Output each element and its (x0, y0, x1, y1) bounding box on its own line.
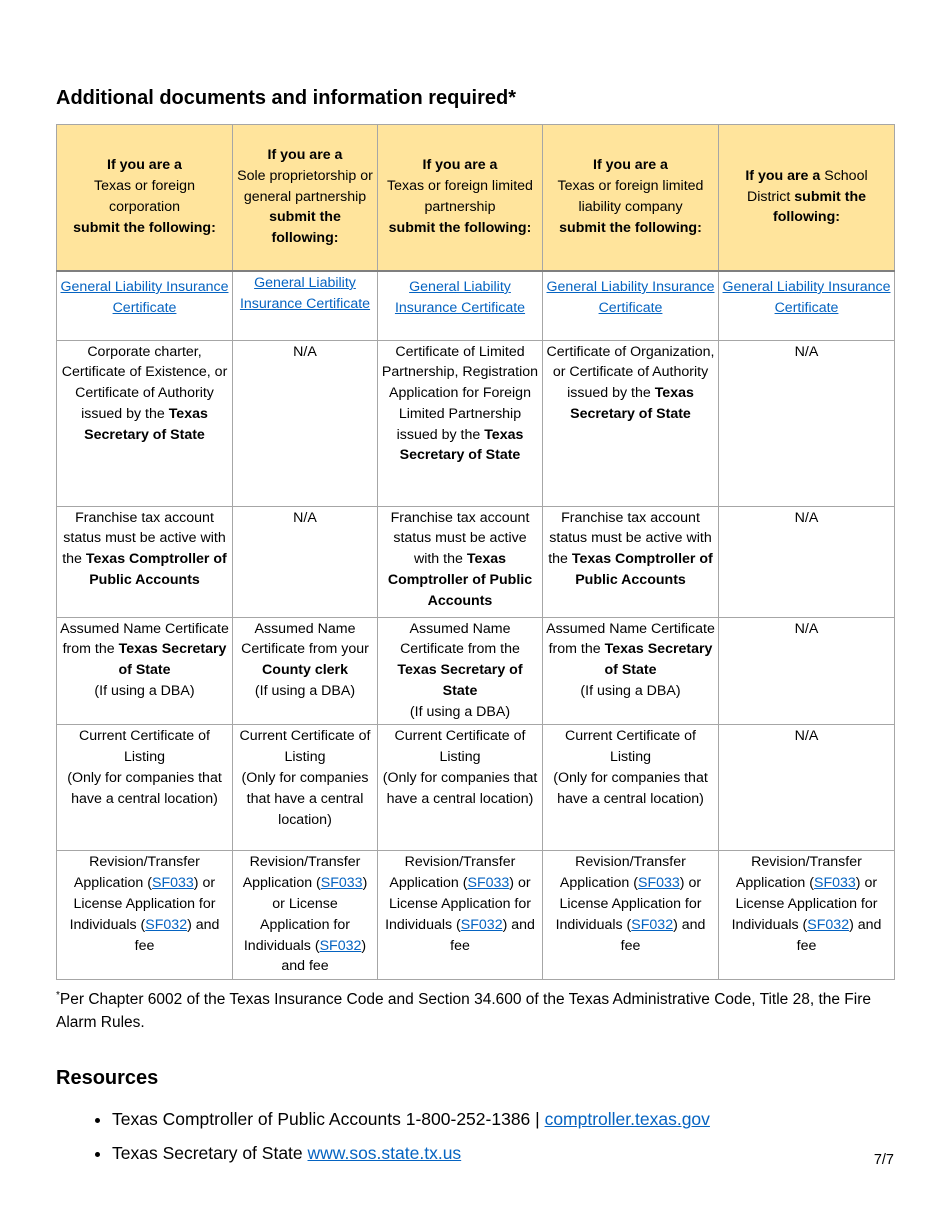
table-row (57, 851, 895, 980)
sf032-link[interactable]: SF032 (631, 916, 674, 933)
sos-link[interactable]: www.sos.state.tx.us (307, 1143, 462, 1164)
table-cell: Current Certificate of Listing (Only for companies that have a central location) (233, 725, 378, 851)
header-school-district: If you are a School District submit the following: (719, 125, 895, 272)
section-title: Additional documents and information required* (56, 87, 517, 109)
general-liability-link[interactable]: General Liability Insurance Certificate (394, 279, 526, 316)
table-cell: Assumed Name Certificate from your County clerk (If using a DBA) (233, 617, 378, 725)
table-cell: Certificate of Limited Partnership, Registration Application for Foreign Limited Partnership issued by the Texas Secretary of State (378, 340, 543, 506)
table-cell: Assumed Name Certificate from the Texas Secretary of State (If using a DBA) (378, 617, 543, 725)
table-cell: Current Certificate of Listing (Only for companies that have a central location) (57, 725, 233, 851)
header-limited-partnership: If you are a Texas or foreign limited partnership submit the following: (378, 125, 543, 272)
table-row (57, 617, 895, 725)
table-cell: Certificate of Organization, or Certificate of Authority issued by the Texas Secretary of State (543, 340, 719, 506)
table-cell: N/A (233, 506, 378, 617)
page-number: 7/7 (873, 1152, 894, 1168)
table-row (57, 506, 895, 617)
table-cell: N/A (719, 340, 895, 506)
table-cell: Assumed Name Certificate from the Texas Secretary of State (If using a DBA) (57, 617, 233, 725)
table-cell: Assumed Name Certificate from the Texas Secretary of State (If using a DBA) (543, 617, 719, 725)
header-row (57, 125, 895, 272)
resources-heading: Resources (56, 1067, 159, 1090)
table-cell: Revision/Transfer Application (SF033) or License Application for Individuals (SF032) and fee (719, 851, 895, 980)
general-liability-link[interactable]: General Liability Insurance Certificate (239, 275, 371, 312)
table-cell (233, 271, 378, 340)
table-row (57, 725, 895, 851)
sf033-link[interactable]: SF033 (637, 875, 680, 892)
table-cell: Revision/Transfer Application (SF033) or License Application for Individuals (SF032) and fee (543, 851, 719, 980)
table-cell: Revision/Transfer Application (SF033) or License Application for Individuals (SF032) and fee (233, 851, 378, 980)
header-corporation: If you are a Texas or foreign corporation submit the following: (57, 125, 233, 272)
sf033-link[interactable]: SF033 (151, 875, 194, 892)
table-cell (719, 271, 895, 340)
document-page (56, 84, 894, 1170)
resources-list (56, 1102, 894, 1170)
table-cell: Revision/Transfer Application (SF033) or License Application for Individuals (SF032) and fee (378, 851, 543, 980)
list-item: • Texas Comptroller of Public Accounts 1-800-252-1386 | comptroller.texas.gov (112, 1102, 894, 1136)
sf032-link[interactable]: SF032 (807, 916, 850, 933)
header-sole-proprietorship: If you are a Sole proprietorship or general partnership submit the following: (233, 125, 378, 272)
table-cell: Revision/Transfer Application (SF033) or License Application for Individuals (SF032) and fee (57, 851, 233, 980)
table-cell (57, 271, 233, 340)
table-cell: N/A (233, 340, 378, 506)
table-cell (378, 271, 543, 340)
table-row (57, 340, 895, 506)
sf033-link[interactable]: SF033 (320, 875, 363, 892)
table-cell: Franchise tax account status must be active with the Texas Comptroller of Public Accounts (543, 506, 719, 617)
footnote: *Per Chapter 6002 of the Texas Insurance Code and Section 34.600 of the Texas Administrative Code, Title 28, the Fire Alarm Rules. (56, 990, 871, 1032)
sf033-link[interactable]: SF033 (467, 875, 510, 892)
table-cell (543, 271, 719, 340)
requirements-table (56, 124, 895, 980)
table-cell: Corporate charter, Certificate of Existence, or Certificate of Authority issued by the Texas Secretary of State (57, 340, 233, 506)
table-cell: N/A (719, 617, 895, 725)
general-liability-link[interactable]: General Liability Insurance Certificate (546, 279, 715, 316)
sf032-link[interactable]: SF032 (319, 937, 362, 954)
table-cell: N/A (719, 725, 895, 851)
header-llc: If you are a Texas or foreign limited liability company submit the following: (543, 125, 719, 272)
general-liability-link[interactable]: General Liability Insurance Certificate (60, 279, 229, 316)
table-cell: N/A (719, 506, 895, 617)
sf032-link[interactable]: SF032 (460, 916, 503, 933)
table-row (57, 271, 895, 340)
table-cell: Current Certificate of Listing (Only for companies that have a central location) (378, 725, 543, 851)
general-liability-link[interactable]: General Liability Insurance Certificate (722, 279, 891, 316)
sf033-link[interactable]: SF033 (813, 875, 856, 892)
table-cell: Franchise tax account status must be active with the Texas Comptroller of Public Accounts (378, 506, 543, 617)
list-item: • Texas Secretary of State www.sos.state.tx.us (112, 1136, 894, 1170)
table-cell: Current Certificate of Listing (Only for companies that have a central location) (543, 725, 719, 851)
footnote-mark: * (56, 990, 60, 1002)
comptroller-link[interactable]: comptroller.texas.gov (544, 1109, 710, 1130)
table-cell: Franchise tax account status must be active with the Texas Comptroller of Public Accounts (57, 506, 233, 617)
sf032-link[interactable]: SF032 (145, 916, 188, 933)
